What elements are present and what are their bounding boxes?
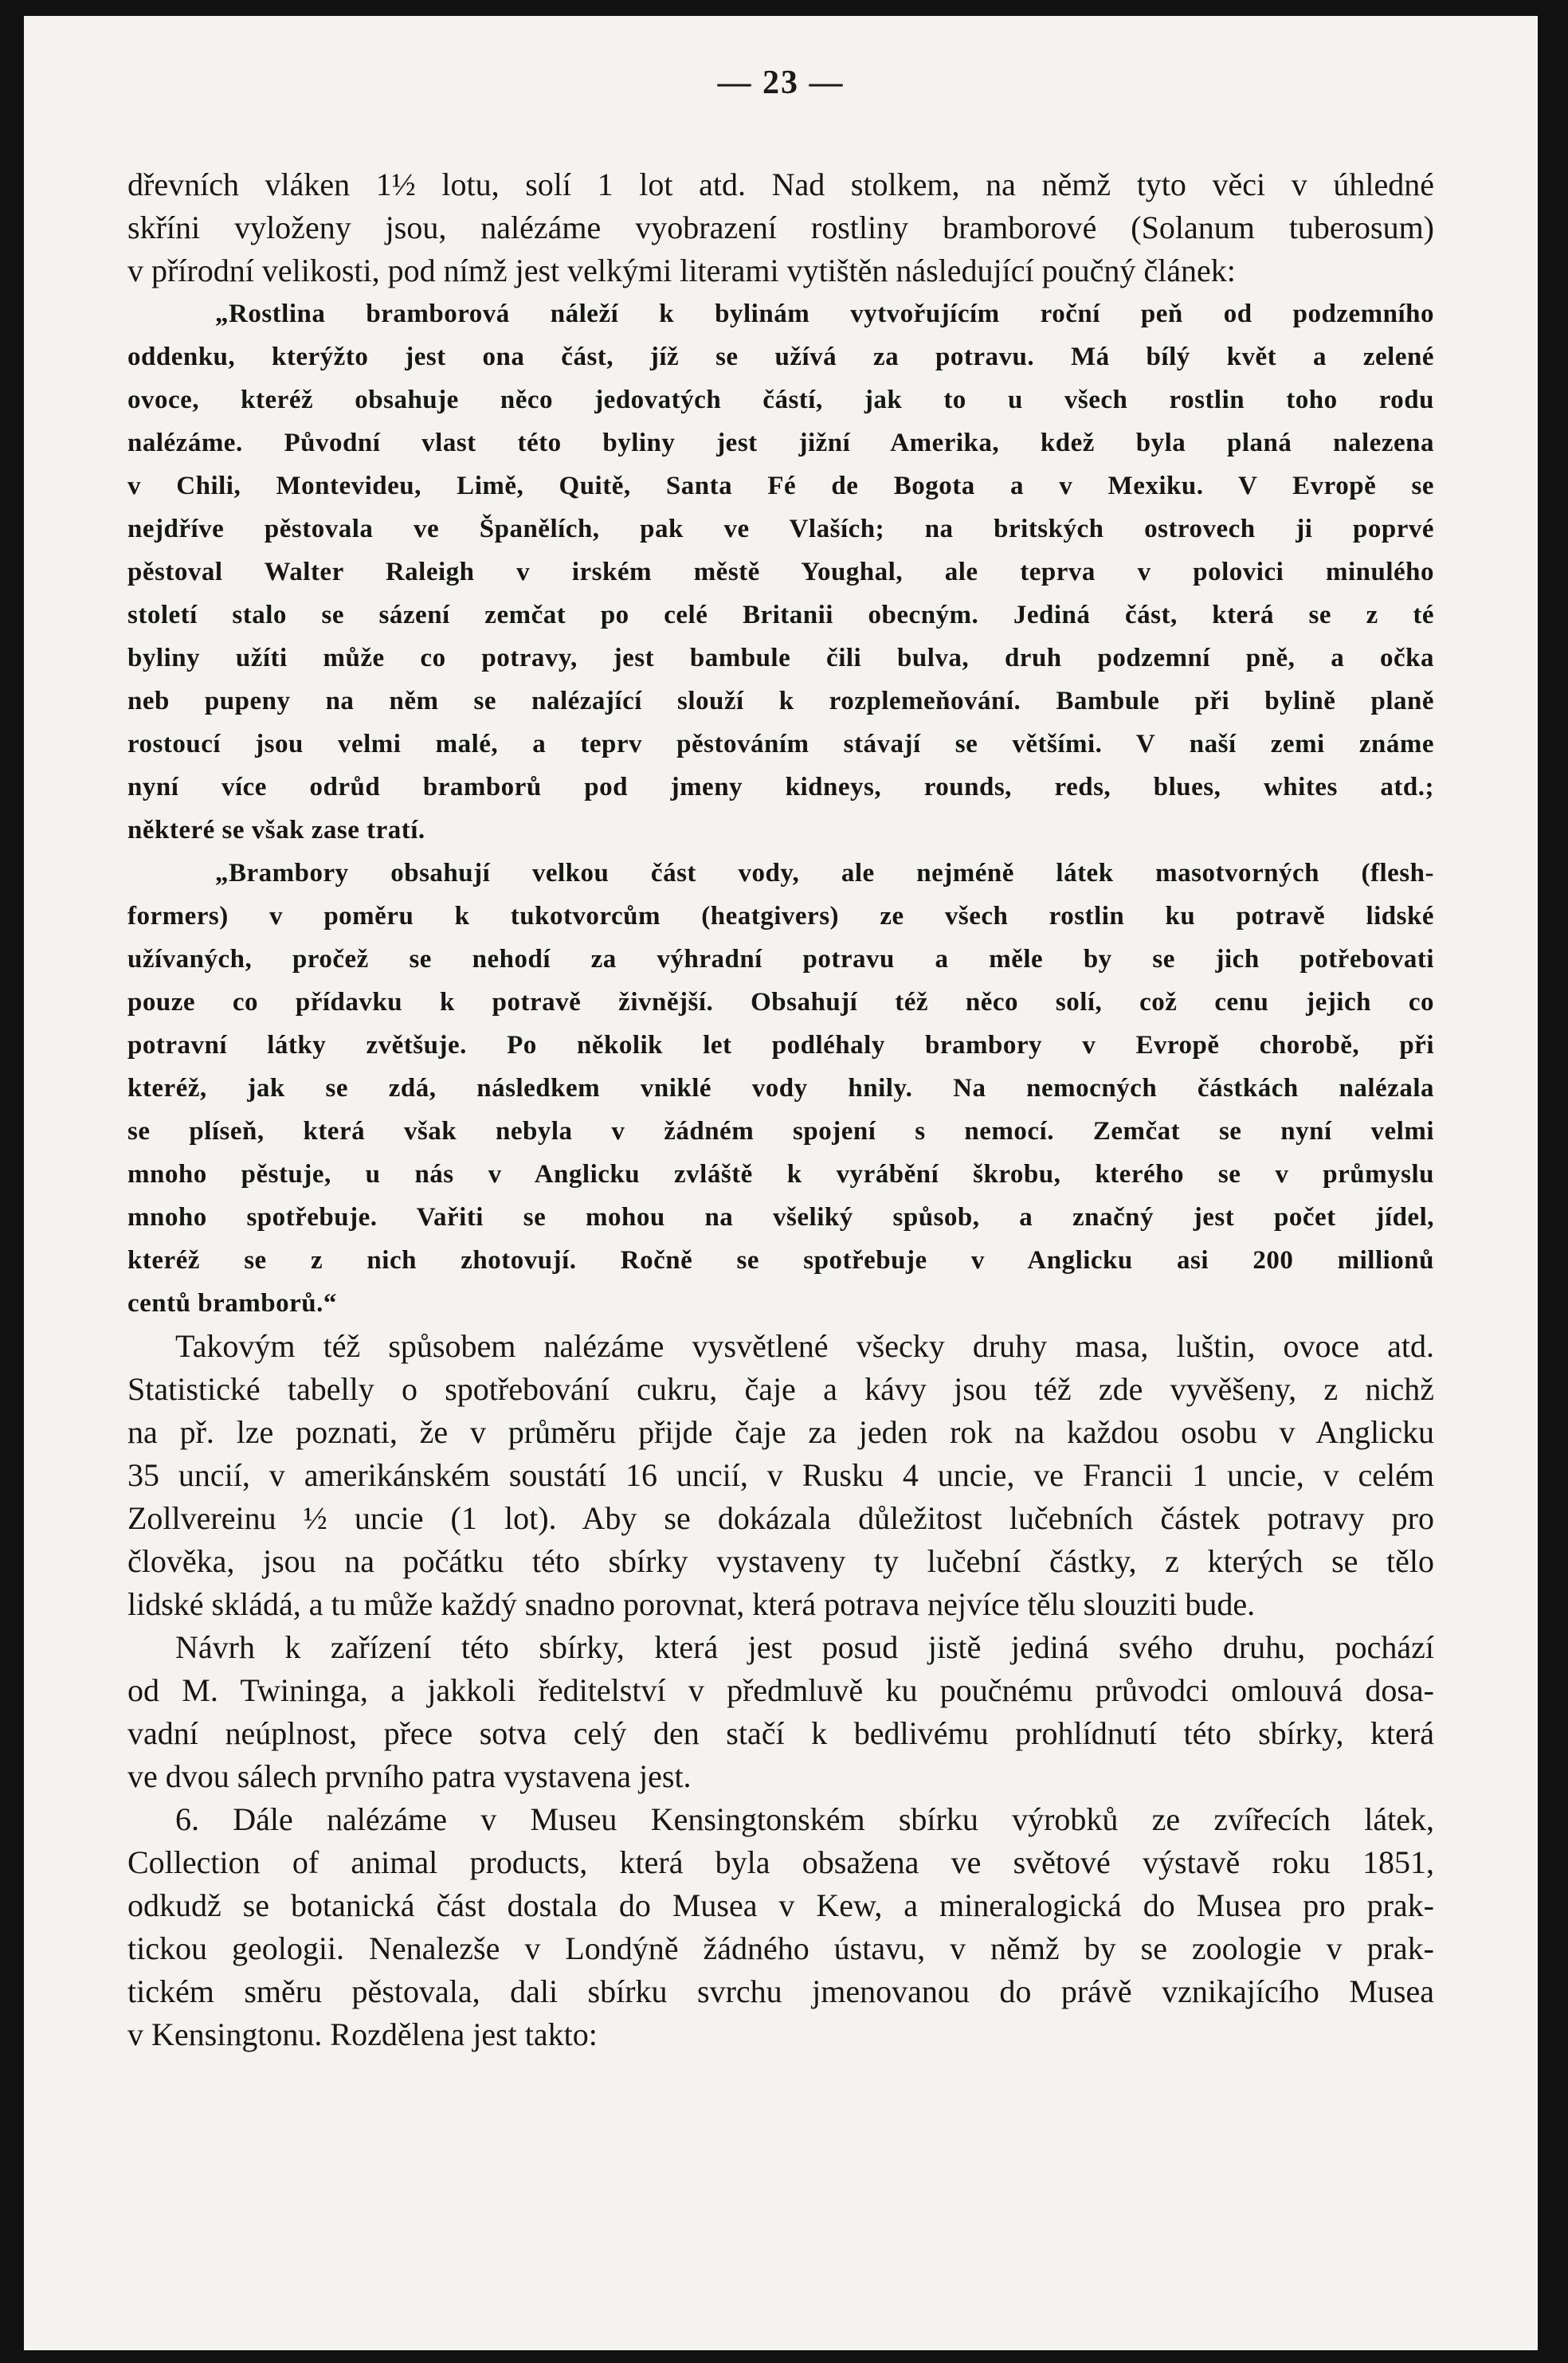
text-line: kteréž se z nich zhotovují. Ročně se spotřebuje v Anglicku asi 200 millionů — [127, 1246, 1434, 1275]
text-line: Zollvereinu ½ uncie (1 lot). Aby se dokázala důležitost lučebních částek potravy pro — [127, 1500, 1434, 1536]
text-line: 6. Dále nalézáme v Museu Kensingtonském sbírku výrobků ze zvířecích látek, — [175, 1801, 1434, 1837]
quoted-paragraph — [127, 852, 1434, 1325]
text-line: nyní více odrůd bramborů pod jmeny kidneys, rounds, reds, blues, whites atd.; — [127, 773, 1434, 801]
text-line: ve dvou sálech prvního patra vystavena jest. — [127, 1758, 692, 1794]
text-line: tickou geologii. Nenalezše v Londýně žádného ústavu, v němž by se zoologie v prak- — [127, 1930, 1434, 1966]
text-line: od M. Twininga, a jakkoli ředitelství v předmluvě ku poučnému průvodci omlouvá dosa- — [127, 1672, 1434, 1708]
text-line: neb pupeny na něm se nalézající slouží k rozplemeňování. Bambule při bylině planě — [127, 687, 1434, 715]
page-text — [127, 163, 1434, 2056]
page-number: — 23 — — [717, 65, 845, 101]
text-line: lidské skládá, a tu může každý snadno porovnat, která potrava nejvíce tělu slouziti bude. — [127, 1586, 1256, 1622]
text-line: vadní neúplnost, přece sotva celý den stačí k bedlivému prohlídnutí této sbírky, která — [127, 1715, 1434, 1751]
text-line: na př. lze poznati, že v průměru přijde čaje za jeden rok na každou osobu v Anglicku — [127, 1414, 1434, 1450]
text-line: nalézáme. Původní vlast této byliny jest jižní Amerika, kdež byla planá nalezena — [127, 429, 1434, 457]
text-line: nejdříve pěstovala ve Španělích, pak ve Vlaších; na britských ostrovech ji poprvé — [127, 515, 1434, 543]
text-line: potravní látky zvětšuje. Po několik let podléhaly brambory v Evropě chorobě, při — [127, 1031, 1434, 1060]
text-line: v přírodní velikosti, pod nímž jest velkými literami vytištěn následující poučný článek: — [127, 253, 1236, 288]
text-line: Collection of animal products, která byla obsažena ve světové výstavě roku 1851, — [127, 1844, 1434, 1880]
text-line: člověka, jsou na počátku této sbírky vystaveny ty lučební částky, z kterých se tělo — [127, 1543, 1434, 1579]
text-line: ovoce, kteréž obsahuje něco jedovatých částí, jak to u všech rostlin toho rodu — [127, 386, 1434, 414]
text-line: rostoucí jsou velmi malé, a teprv pěstováním stávají se většími. V naší zemi známe — [127, 730, 1434, 758]
text-line: Statistické tabelly o spotřebování cukru, čaje a kávy jsou též zde vyvěšeny, z nichž — [127, 1371, 1434, 1407]
text-line: oddenku, kterýžto jest ona část, jíž se užívá za potravu. Má bílý květ a zelené — [127, 343, 1434, 371]
text-line: století stalo se sázení zemčat po celé Britanii obecným. Jediná část, která se z té — [127, 601, 1434, 629]
text-line: v Chili, Montevideu, Limě, Quitě, Santa Fé de Bogota a v Mexiku. V Evropě se — [127, 472, 1434, 500]
text-line: odkudž se botanická část dostala do Musea v Kew, a mineralogická do Musea pro prak- — [127, 1887, 1434, 1923]
text-line: „Rostlina bramborová náleží k bylinám vytvořujícím roční peň od podzemního — [215, 300, 1434, 328]
quoted-paragraph — [127, 292, 1434, 852]
paragraph — [127, 1626, 1434, 1798]
text-line: „Brambory obsahují velkou část vody, ale nejméně látek masotvorných (flesh- — [215, 859, 1434, 888]
text-line: 35 uncií, v amerikánském soustátí 16 uncií, v Rusku 4 uncie, ve Francii 1 uncie, v celém — [127, 1457, 1434, 1493]
paragraph — [127, 163, 1434, 292]
text-line: v Kensingtonu. Rozdělena jest takto: — [127, 2016, 598, 2052]
paragraph — [127, 1798, 1434, 2056]
text-line: pouze co přídavku k potravě živnější. Obsahují též něco solí, což cenu jejich co — [127, 988, 1434, 1017]
text-line: mnoho pěstuje, u nás v Anglicku zvláště k vyrábění škrobu, kterého se v průmyslu — [127, 1160, 1434, 1189]
text-line: mnoho spotřebuje. Vařiti se mohou na všeliký spůsob, a značný jest počet jídel, — [127, 1203, 1434, 1232]
text-line: kteréž, jak se zdá, následkem vniklé vody hnily. Na nemocných částkách nalézala — [127, 1074, 1434, 1103]
text-line: byliny užíti může co potravy, jest bambule čili bulva, druh podzemní pně, a očka — [127, 644, 1434, 672]
text-line: pěstoval Walter Raleigh v irském městě Youghal, ale teprva v polovici minulého — [127, 558, 1434, 586]
text-line: Návrh k zařízení této sbírky, která jest posud jistě jediná svého druhu, pochází — [175, 1629, 1434, 1665]
paragraph — [127, 1325, 1434, 1626]
text-line: užívaných, pročež se nehodí za výhradní potravu a měle by se jich potřebovati — [127, 945, 1434, 974]
text-line: tickém směru pěstovala, dali sbírku svrchu jmenovanou do právě vznikajícího Musea — [127, 1973, 1434, 2009]
text-line: některé se však zase tratí. — [127, 816, 425, 844]
text-line: formers) v poměru k tukotvorcům (heatgivers) ze všech rostlin ku potravě lidské — [127, 902, 1434, 931]
book-page — [24, 16, 1538, 2350]
text-line: dřevních vláken 1½ lotu, solí 1 lot atd. Nad stolkem, na němž tyto věci v úhledné — [127, 167, 1434, 202]
text-line: skříni vyloženy jsou, nalézáme vyobrazení rostliny bramborové (Solanum tuberosum) — [127, 210, 1434, 245]
text-line: se plíseň, která však nebyla v žádném spojení s nemocí. Zemčat se nyní velmi — [127, 1117, 1434, 1146]
text-line: centů bramborů.“ — [127, 1289, 337, 1318]
text-line: Takovým též spůsobem nalézáme vysvětlené všecky druhy masa, luštin, ovoce atd. — [175, 1328, 1434, 1364]
